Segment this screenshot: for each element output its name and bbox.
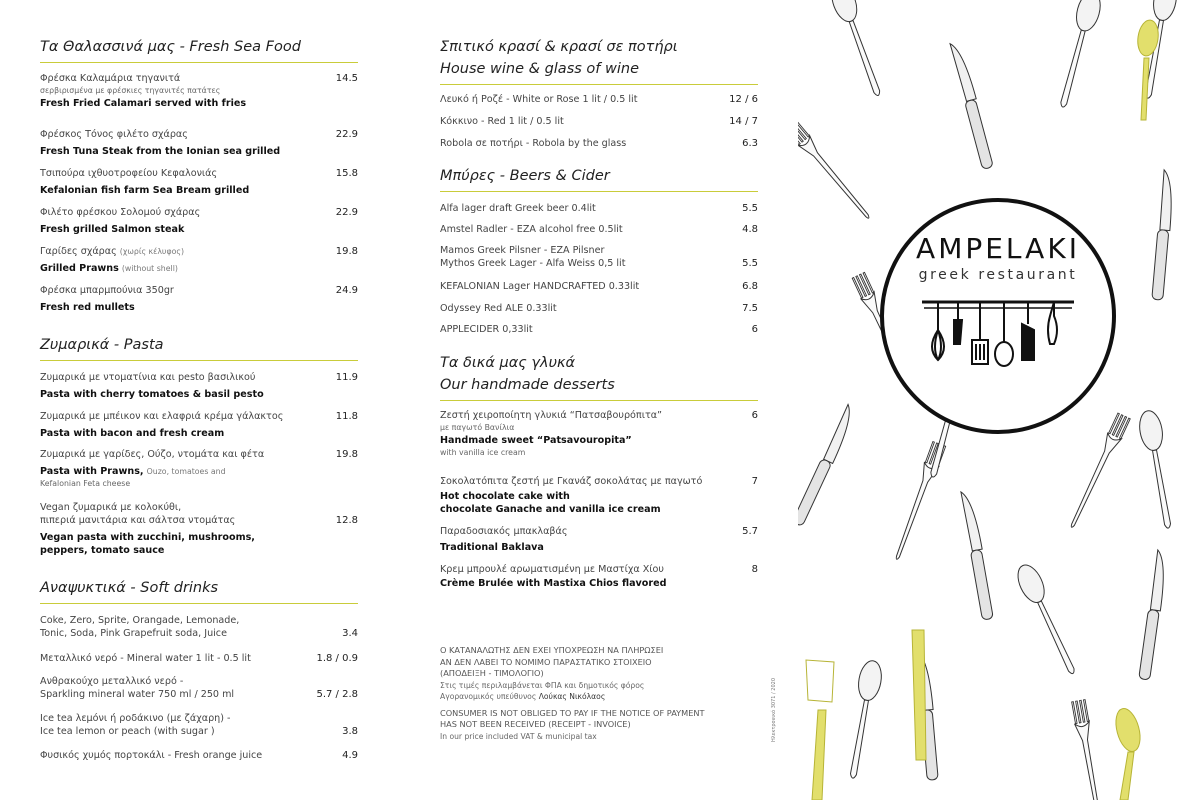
menu-item-calamari [40,72,358,110]
menu-item-mineral-water [40,652,358,665]
item-name-en: Pasta with cherry tomatoes & basil pesto [40,389,264,400]
menu-item-patsavouropita [440,409,758,459]
menu-item-prawns [40,245,358,275]
item-price: 12 / 6 [729,94,758,105]
menu-item-chocolate-cake [440,475,758,516]
section-title-soft-drinks: Αναψυκτικά - Soft drinks [40,577,358,604]
item-name-gr: Φρέσκα Καλαμάρια τηγανιτά [40,73,181,84]
item-name-gr: Παραδοσιακός μπακλαβάς [440,526,568,537]
item-name-en: Hot chocolate cake with [440,491,570,502]
item-name-en: Traditional Baklava [440,542,544,553]
item-price: 4.8 [742,224,758,235]
item-price: 22.9 [335,129,358,140]
item-price: 12.8 [335,515,358,526]
section-title-desserts [440,352,758,401]
menu-item-odyssey-ale [440,302,758,315]
item-price: 14.5 [335,73,358,84]
item-name: Alfa lager draft Greek beer 0.4lit [440,203,596,214]
menu-item-creme-brulee [440,563,758,590]
item-name: APPLECIDER 0,33lit [440,324,533,335]
item-name: Ice tea λεμόνι ή ροδάκινο (με ζάχαρη) - [40,713,231,724]
menu-item-vegan-pasta [40,501,358,557]
legal-footnote [440,645,770,742]
item-name: Ice tea lemon or peach (with sugar ) [40,726,215,737]
menu-item-pasta-prawns [40,448,358,490]
item-name: Amstel Radler - EZA alcohol free 0.5lit [440,224,623,235]
menu-item-orange-juice [40,749,358,762]
item-name: Sparkling mineral water 750 ml / 250 ml [40,689,235,700]
item-name-gr: πιπεριά μανιτάρια και σάλτσα ντομάτας [40,515,236,526]
section-title-line: Τα δικά μας γλυκά [440,355,576,371]
menu-item-red-wine [440,115,758,128]
print-code: Ηλεκτρονικό 3071 / 2020 [771,677,777,742]
logo-subtitle: greek restaurant [918,267,1078,283]
item-price: 3.8 [342,726,358,737]
item-name-gr: Ζυμαρικά με ντοματίνια και pesto βασιλικού [40,372,256,383]
item-price: 11.8 [335,411,358,422]
item-name-en: Fresh red mullets [40,302,135,313]
menu-item-pasta-bacon [40,410,358,440]
item-price: 5.5 [742,203,758,214]
menu-item-ice-tea [40,712,358,738]
item-price: 5.7 [742,526,758,537]
item-name-en: Fresh Tuna Steak from the Ionian sea grilled [40,146,281,157]
item-name-en: Crème Brulée with Mastixa Chios flavored [440,578,667,589]
menu-item-robola [440,137,758,150]
item-name: Φυσικός χυμός πορτοκάλι - Fresh orange juice [40,750,263,761]
item-price: 7.5 [742,303,758,314]
item-price: 11.9 [335,372,358,383]
item-name: Λευκό ή Ροζέ - White or Rose 1 lit / 0.5 lit [440,94,638,105]
item-note: με παγωτό Βανίλια [440,423,515,432]
item-name-gr: Τσιπούρα ιχθυοτροφείου Κεφαλονιάς [40,168,218,179]
item-price: 6 [751,410,758,421]
menu-item-salmon [40,206,358,236]
footnote-line: In our price included VAT & municipal tax [440,731,597,741]
item-name: Odyssey Red ALE 0.33lit [440,303,557,314]
menu-item-sparkling-water [40,675,358,701]
item-price: 22.9 [335,207,358,218]
item-name-gr: Vegan ζυμαρικά με κολοκύθι, [40,502,182,513]
item-name: Κόκκινο - Red 1 lit / 0.5 lit [440,116,564,127]
footnote-line: Στις τιμές περιλαμβάνεται ΦΠΑ και δημοτικός φόρος [440,680,645,690]
item-name-gr: Φιλέτο φρέσκου Σολομού σχάρας [40,207,201,218]
item-price: 1.8 / 0.9 [316,653,358,664]
item-price: 5.5 [742,258,758,269]
footnote-line: HAS NOT BEEN RECEIVED (RECEIPT - INVOICE) [440,719,631,729]
item-name: Mythos Greek Lager - Alfa Weiss 0,5 lit [440,258,626,269]
item-name-en: Handmade sweet “Patsavouropita” [440,435,632,446]
section-title-beers: Μπύρες - Beers & Cider [440,165,758,192]
item-name-gr: Ζεστή χειροποίητη γλυκιά “Πατσαβουρόπιτα” [440,410,663,421]
item-name-gr: Κρεμ μπρουλέ αρωματισμένη με Μαστίχα Χίου [440,564,664,575]
footnote-line: CONSUMER IS NOT OBLIGED TO PAY IF THE NOTICE OF PAYMENT [440,707,705,718]
menu-item-applecider [440,323,758,336]
menu-item-amstel-radler [440,223,758,236]
item-price: 19.8 [335,246,358,257]
item-price: 14 / 7 [729,116,758,127]
item-name-en: Kefalonian fish farm Sea Bream grilled [40,185,250,196]
item-name: Coke, Zero, Sprite, Orangade, Lemonade, [40,615,240,626]
item-name-en: Fresh grilled Salmon steak [40,224,185,235]
menu-item-baklava [440,525,758,554]
item-name-gr: Σοκολατόπιτα ζεστή με Γκανάζ σοκολάτας με παγωτό [440,476,703,487]
section-title-pasta: Ζυμαρικά - Pasta [40,334,358,361]
footnote-line: ΑΝ ΔΕΝ ΛΑΒΕΙ ΤΟ ΝΟΜΙΜΟ ΠΑΡΑΣΤΑΤΙΚΟ ΣΤΟΙΧΕΙΟ [440,656,652,667]
section-title-line: Our handmade desserts [440,377,615,393]
item-name: Tonic, Soda, Pink Grapefruit soda, Juice [40,628,227,639]
menu-item-soft-drinks [40,614,358,640]
restaurant-logo [880,214,1116,410]
item-name: Robola σε ποτήρι - Robola by the glass [440,138,627,149]
item-price: 19.8 [335,449,358,460]
item-name: KEFALONIAN Lager HANDCRAFTED 0.33lit [440,281,640,292]
item-name-en: Grilled Prawns [40,263,119,274]
item-name-gr: Ζυμαρικά με μπέικον και ελαφριά κρέμα γάλακτος [40,411,284,422]
footnote-line: (ΑΠΟΔΕΙΞΗ - ΤΙΜΟΛΟΓΙΟ) [440,668,544,678]
item-name-en: Fresh Fried Calamari served with fries [40,98,247,109]
logo-name: AMPELAKI [916,232,1080,265]
item-note: Kefalonian Feta cheese [40,479,131,488]
item-note: with vanilla ice cream [440,448,526,457]
item-note: (without shell) [121,264,178,273]
menu-item-red-mullets [40,284,358,314]
item-price: 6.3 [742,138,758,149]
item-price: 3.4 [342,628,358,639]
section-title-wine [440,36,758,85]
item-name-gr: Ζυμαρικά με γαρίδες, Ούζο, ντομάτα και φέτα [40,449,265,460]
item-name-en: chocolate Ganache and vanilla ice cream [440,504,661,515]
menu-item-tuna [40,128,358,158]
item-name-en: Vegan pasta with zucchini, mushrooms, [40,532,255,543]
item-price: 6 [751,324,758,335]
menu-item-white-rose-wine [440,93,758,106]
menu-item-pilsner-lager [440,244,758,270]
item-name-en: peppers, tomato sauce [40,545,165,556]
item-name-en: Pasta with Prawns, [40,466,144,477]
item-note: (χωρίς κέλυφος) [119,247,184,256]
item-name-gr: Φρέσκα μπαρμπούνια 350gr [40,285,174,296]
item-price: 5.7 / 2.8 [316,689,358,700]
item-price: 7 [751,476,758,487]
kitchen-tools-icon [918,290,1078,390]
menu-item-kefalonian-lager [440,280,758,293]
item-note: Ouzo, tomatoes and [146,467,226,476]
menu-item-alfa-lager [440,202,758,215]
responsible-person: Λούκας Νικόλαος [538,692,606,701]
item-name-gr: Γαρίδες σχάρας [40,246,117,257]
item-name: Ανθρακούχο μεταλλικό νερό - [40,676,184,687]
item-price: 6.8 [742,281,758,292]
item-price: 24.9 [335,285,358,296]
item-price: 8 [751,564,758,575]
item-name: Mamos Greek Pilsner - EZA Pilsner [440,245,605,256]
section-title-sea-food: Τα Θαλασσινά μας - Fresh Sea Food [40,36,358,63]
item-price: 4.9 [342,750,358,761]
section-title-line: House wine & glass of wine [440,61,639,77]
menu-item-sea-bream [40,167,358,197]
item-name-en: Pasta with bacon and fresh cream [40,428,225,439]
footnote-line: Ο ΚΑΤΑΝΑΛΩΤΗΣ ΔΕΝ ΕΧΕΙ ΥΠΟΧΡΕΩΣΗ ΝΑ ΠΛΗΡΩΣΕΙ [440,645,664,655]
item-price: 15.8 [335,168,358,179]
item-name: Μεταλλικό νερό - Mineral water 1 lit - 0.5 lit [40,653,251,664]
footnote-line: Αγορανομικός υπεύθυνος [440,692,537,701]
section-title-line: Σπιτικό κρασί & κρασί σε ποτήρι [440,39,678,55]
menu-item-pasta-pesto [40,371,358,401]
item-note: σερβιρισμένα με φρέσκιες τηγανιτές πατάτες [40,86,221,95]
item-name-gr: Φρέσκος Τόνος φιλέτο σχάρας [40,129,188,140]
